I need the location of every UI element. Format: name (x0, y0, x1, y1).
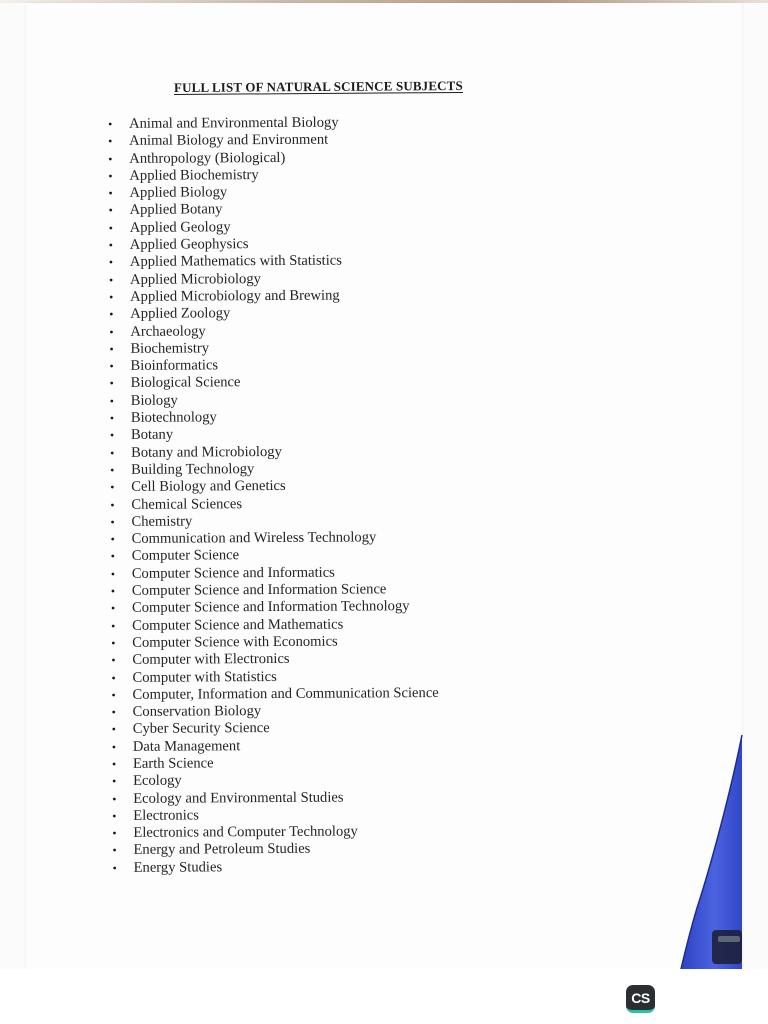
list-item (109, 252, 436, 271)
bullet-icon: • (112, 860, 117, 875)
bullet-icon: • (112, 808, 117, 823)
list-item (109, 339, 436, 358)
bullet-icon: • (112, 843, 117, 858)
subject-text: Applied Biology (129, 184, 228, 202)
list-item (109, 218, 436, 237)
list-item (108, 114, 435, 133)
subject-text: Chemistry (131, 513, 193, 530)
bullet-icon: • (111, 705, 116, 720)
subject-text: Data Management (132, 737, 241, 755)
list-item (109, 322, 436, 341)
bullet-icon: • (110, 445, 115, 460)
bullet-icon: • (110, 462, 115, 477)
subject-text: Archaeology (130, 322, 206, 340)
subject-text: Computer Science and Information Technology (131, 598, 410, 617)
bullet-icon: • (111, 670, 116, 685)
camscanner-badge (626, 985, 655, 1013)
list-item (109, 287, 436, 306)
subject-text: Botany (130, 426, 174, 444)
list-item (110, 477, 437, 496)
list-item (110, 391, 437, 410)
list-item (112, 840, 439, 859)
list-item (111, 685, 438, 704)
bullet-icon: • (109, 307, 114, 322)
bullet-icon: • (109, 393, 114, 408)
bullet-icon: • (108, 272, 114, 287)
subject-text: Biochemistry (130, 340, 210, 357)
bullet-icon: • (110, 497, 115, 512)
bullet-icon: • (110, 549, 115, 564)
list-item (112, 737, 439, 756)
list-item (110, 512, 437, 531)
subject-text: Chemical Sciences (131, 495, 243, 513)
list-item (110, 460, 437, 479)
subject-text: Applied Microbiology (129, 270, 261, 288)
subject-text: Building Technology (131, 461, 255, 478)
bullet-icon: • (110, 514, 115, 529)
bullet-icon: • (109, 376, 114, 391)
subject-text: Ecology and Environmental Studies (133, 789, 344, 807)
bullet-icon: • (109, 341, 114, 356)
subject-text: Energy and Petroleum Studies (133, 841, 311, 859)
subject-text: Applied Microbiology and Brewing (130, 287, 340, 305)
camscanner-badge-label: CS (631, 989, 650, 1006)
list-item (111, 529, 438, 548)
list-item (111, 564, 438, 583)
list-item (109, 270, 436, 289)
subject-text: Biology (130, 392, 178, 409)
list-item (111, 667, 438, 686)
bullet-icon: • (108, 116, 113, 131)
subject-text: Applied Geology (129, 219, 231, 236)
list-item (109, 235, 436, 254)
bullet-icon: • (108, 134, 113, 149)
list-item (110, 408, 437, 427)
subject-text: Electronics (133, 807, 199, 824)
subject-text: Computer Science with Economics (132, 633, 338, 651)
bullet-icon: • (111, 756, 117, 771)
bullet-icon: • (108, 186, 113, 201)
subject-text: Bioinformatics (130, 357, 219, 375)
subject-text: Applied Geophysics (129, 236, 249, 253)
subject-text: Applied Botany (129, 201, 223, 219)
list-item (111, 581, 438, 600)
bullet-icon: • (111, 687, 116, 702)
list-item (112, 771, 439, 790)
bullet-icon: • (110, 583, 116, 599)
list-item (108, 149, 435, 168)
list-item (110, 495, 437, 514)
list-item (112, 789, 439, 808)
bullet-icon: • (111, 722, 116, 737)
list-item (111, 633, 438, 652)
subject-text: Ecology (133, 772, 182, 790)
bullet-icon: • (109, 289, 114, 304)
list-item (111, 546, 438, 565)
subject-text: Computer with Statistics (132, 668, 277, 686)
list-item (112, 754, 439, 773)
subject-text: Computer, Information and Communication Science (132, 684, 439, 703)
list-item (112, 719, 439, 738)
subject-text: Computer Science and Information Science (131, 581, 387, 599)
subject-text: Earth Science (132, 755, 214, 772)
bullet-icon: • (109, 324, 114, 339)
subject-text: Animal and Environmental Biology (128, 114, 339, 132)
bullet-icon: • (112, 774, 117, 789)
subject-text: Communication and Wireless Technology (131, 529, 377, 547)
bullet-icon: • (108, 220, 113, 235)
list-item (112, 702, 439, 721)
subject-text: Applied Biochemistry (129, 166, 259, 184)
subject-text: Cyber Security Science (132, 720, 270, 738)
bullet-icon: • (112, 826, 117, 841)
list-item (108, 131, 435, 150)
list-item (111, 616, 438, 635)
subject-text: Applied Zoology (130, 305, 231, 323)
list-item (111, 650, 438, 669)
bullet-icon: • (111, 635, 116, 650)
list-item (110, 425, 437, 444)
bullet-icon: • (109, 428, 115, 443)
list-item (109, 200, 436, 219)
bullet-icon: • (111, 618, 116, 633)
list-item (112, 806, 439, 825)
subject-text: Animal Biology and Environment (129, 131, 329, 150)
bullet-icon: • (110, 480, 115, 495)
bullet-icon: • (110, 532, 115, 547)
subject-text: Computer Science (131, 547, 240, 565)
bullet-icon: • (108, 203, 113, 218)
list-item (110, 443, 437, 462)
list-item (110, 373, 437, 392)
list-item (113, 858, 440, 877)
list-item (109, 304, 436, 323)
list-item (112, 823, 439, 842)
subject-list (108, 114, 440, 877)
bullet-icon: • (111, 739, 117, 754)
subject-text: Botany and Microbiology (131, 443, 282, 461)
bullet-icon: • (108, 151, 113, 166)
bullet-icon: • (108, 168, 113, 183)
subject-text: Cell Biology and Genetics (131, 478, 286, 496)
subject-text: Biotechnology (130, 409, 217, 426)
subject-text: Anthropology (Biological) (129, 149, 286, 167)
subject-text: Conservation Biology (132, 703, 262, 720)
subject-text: Applied Mathematics with Statistics (129, 252, 342, 271)
list-item (108, 166, 435, 185)
bullet-icon: • (110, 566, 116, 581)
subject-text: Computer Science and Mathematics (132, 616, 344, 634)
subject-text: Computer Science and Informatics (131, 564, 335, 582)
bullet-icon: • (108, 238, 114, 253)
subject-text: Biological Science (130, 374, 241, 392)
list-item (111, 598, 438, 617)
document-title: FULL LIST OF NATURAL SCIENCE SUBJECTS (173, 77, 463, 95)
subject-text: Computer with Electronics (132, 651, 290, 669)
bullet-icon: • (109, 411, 115, 426)
bullet-icon: • (109, 359, 114, 374)
bullet-icon: • (111, 653, 116, 668)
bullet-icon: • (108, 255, 114, 270)
bullet-icon: • (112, 791, 117, 806)
list-item (109, 356, 436, 375)
subject-text: Electronics and Computer Technology (133, 823, 358, 842)
bullet-icon: • (110, 601, 116, 616)
list-item (108, 183, 435, 202)
subject-text: Energy Studies (133, 859, 223, 876)
